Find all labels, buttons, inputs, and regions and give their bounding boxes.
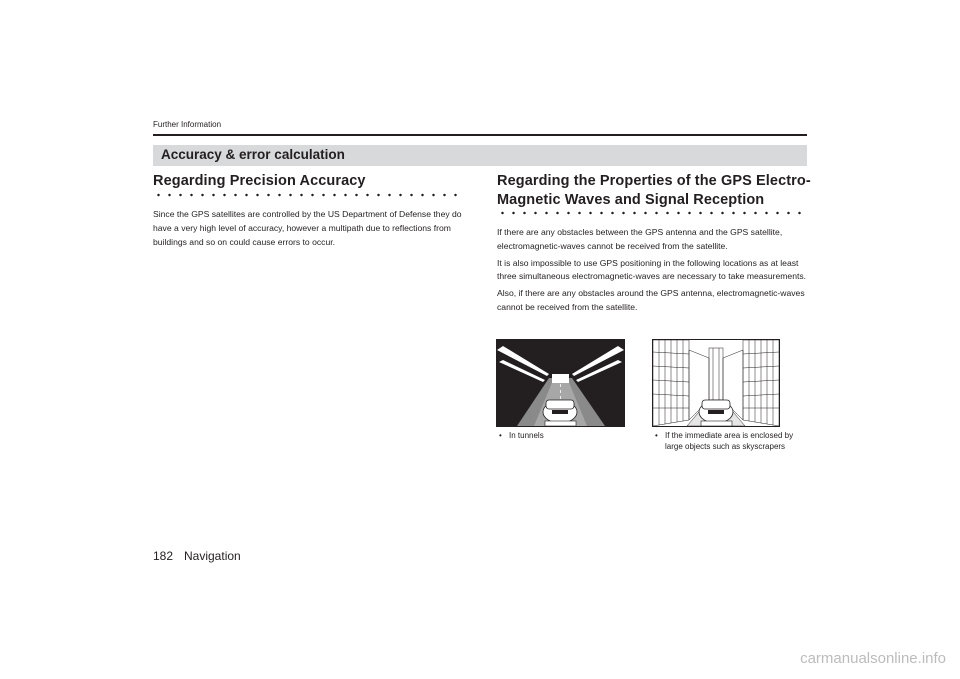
bullet-icon: • [499, 431, 502, 440]
caption-tunnels [499, 430, 544, 441]
watermark: carmanualsonline.info [800, 650, 946, 667]
heading-signal-reception-line1: Regarding the Properties of the GPS Electro- [497, 173, 811, 189]
header-rule [153, 134, 807, 136]
footer-title: Navigation [184, 549, 241, 563]
caption-skyscrapers-line2: large objects such as skyscrapers [665, 442, 786, 451]
signal-paragraph-2: It is also impossible to use GPS positioning in the following locations as at least three simultaneous electromagnetic-waves are necessary to take measurements. [497, 257, 807, 282]
banner-title: Accuracy & error calculation [161, 147, 345, 162]
page-number: 182 [153, 549, 174, 563]
dotted-rule-right [497, 211, 809, 215]
caption-skyscrapers [655, 430, 793, 452]
dotted-rule-left [153, 193, 461, 197]
section-label: Further Information [153, 120, 222, 129]
caption-tunnels-text: In tunnels [509, 431, 544, 440]
precision-paragraph [153, 208, 469, 252]
signal-paragraph-1: If there are any obstacles between the GPS antenna and the GPS satellite, electromagnetic-waves cannot be received from the satellite. [497, 227, 783, 251]
skyscrapers-illustration-icon [653, 340, 779, 426]
heading-signal-reception-line2: Magnetic Waves and Signal Reception [497, 192, 765, 208]
skyscrapers-illustration [652, 339, 780, 427]
signal-paragraphs [497, 226, 809, 318]
signal-paragraph-3: Also, if there are any obstacles around the GPS antenna, electromagnetic-waves cannot be received from the satellite. [497, 288, 805, 312]
caption-skyscrapers-line1: If the immediate area is enclosed by [665, 431, 794, 440]
tunnel-illustration [496, 339, 625, 427]
bullet-icon: • [655, 431, 658, 440]
precision-paragraph-text: Since the GPS satellites are controlled by the US Department of Defense they do have a very high level of accuracy, however a multipath due to reflections from buildings and so on could cause errors to occur. [153, 209, 462, 247]
tunnel-illustration-icon [497, 340, 624, 426]
section-banner [153, 145, 807, 166]
heading-precision-accuracy: Regarding Precision Accuracy [153, 173, 366, 189]
